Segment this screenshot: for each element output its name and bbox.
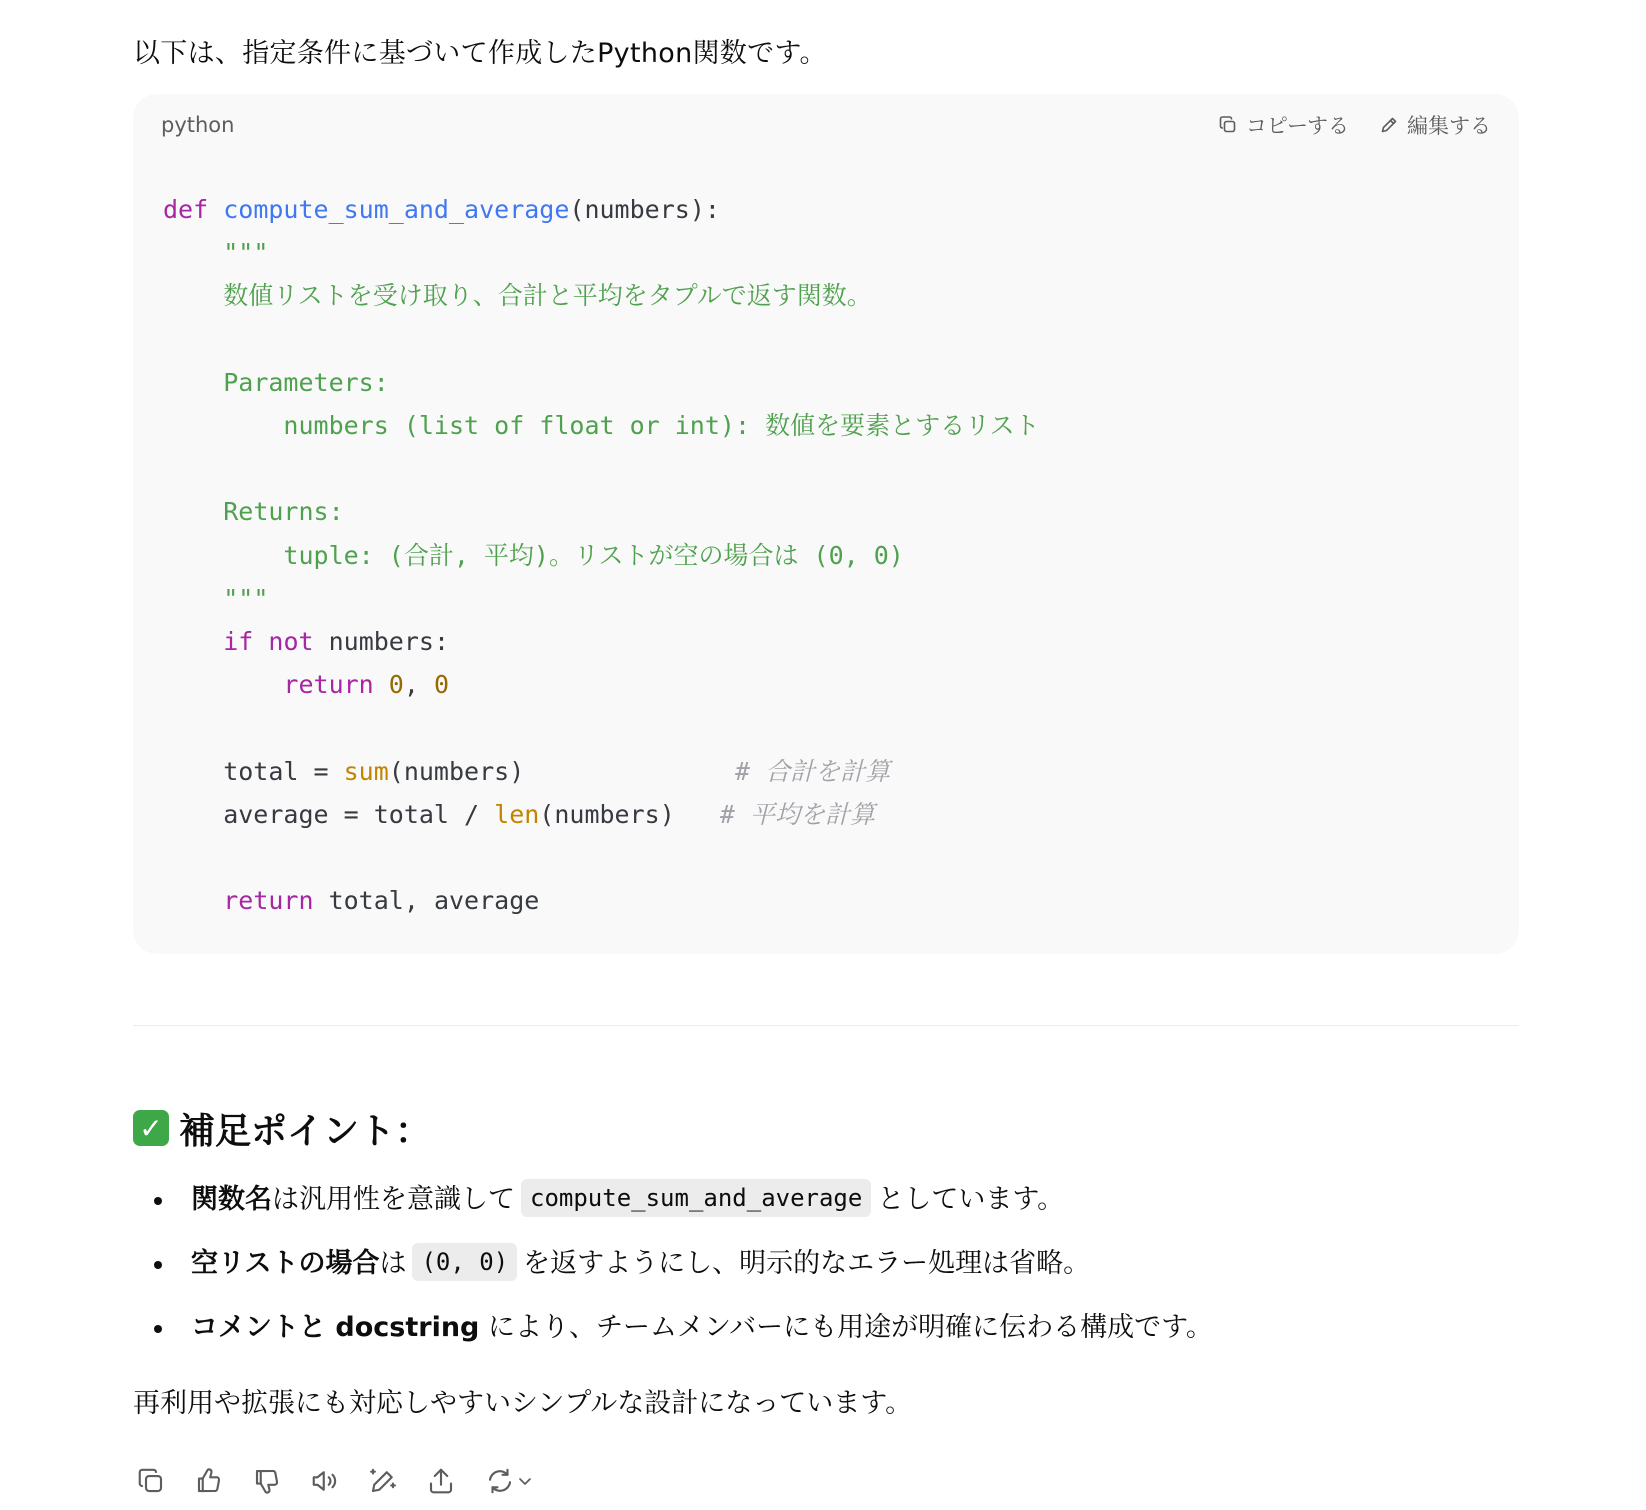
list-item	[133, 1168, 1533, 1232]
code-block	[133, 94, 1519, 954]
intro-text: 以下は、指定条件に基づいて作成したPython関数です。	[133, 38, 827, 69]
point-text: としています。	[877, 1184, 1065, 1215]
copy-button[interactable]	[133, 1463, 169, 1499]
point-text: により、チームメンバーにも用途が明確に伝わる構成です。	[479, 1312, 1213, 1343]
share-icon	[426, 1466, 456, 1496]
list-item	[133, 1296, 1533, 1360]
inline-code: compute_sum_and_average	[521, 1179, 871, 1217]
edit-code-label: 編集する	[1407, 114, 1491, 138]
check-mark-button-icon: ✓	[133, 1110, 169, 1146]
points-list	[133, 1168, 1533, 1360]
message-toolbar	[133, 1463, 539, 1499]
thumbs-down-icon	[252, 1466, 282, 1496]
divider	[133, 1025, 1519, 1026]
good-response-button[interactable]	[191, 1463, 227, 1499]
point-bold: コメントと docstring	[191, 1312, 480, 1343]
chevron-down-icon	[515, 1471, 535, 1491]
read-aloud-button[interactable]	[307, 1463, 343, 1499]
point-text: は	[379, 1248, 407, 1279]
point-bold: 空リストの場合	[191, 1248, 380, 1279]
edit-icon	[368, 1466, 398, 1496]
edit-code-button[interactable]	[1379, 110, 1491, 140]
section-heading	[133, 1100, 431, 1156]
list-item	[133, 1232, 1533, 1296]
share-button[interactable]	[423, 1463, 459, 1499]
outro-text: 再利用や拡張にも対応しやすいシンプルな設計になっています。	[133, 1388, 913, 1419]
code-language-label: python	[161, 113, 235, 137]
regenerate-icon	[485, 1466, 515, 1496]
copy-code-button[interactable]	[1218, 110, 1349, 140]
section-heading-text: 補足ポイント：	[179, 1110, 432, 1152]
regenerate-button[interactable]	[481, 1463, 539, 1499]
thumbs-up-icon	[194, 1466, 224, 1496]
edit-in-canvas-button[interactable]	[365, 1463, 401, 1499]
point-text: を返すようにし、明示的なエラー処理は省略。	[523, 1248, 1091, 1279]
bad-response-button[interactable]	[249, 1463, 285, 1499]
copy-icon	[1218, 115, 1238, 135]
point-bold: 関数名	[191, 1184, 272, 1215]
code-content: def compute_sum_and_average(numbers): """ 数値リストを受け取り、合計と平均をタプルで返す関数。 Parameters: numbers (list of float or int): 数値を要素とするリスト Returns: tuple: (合計, 平均)。リストが空の場合は (0, 0) """ if not numbers: return 0, 0 total = sum(numbers) # 合計を計算 average = total / len(numbers) # 平均を計算 return total, average	[163, 195, 1040, 916]
read-aloud-icon	[310, 1466, 340, 1496]
point-text: は汎用性を意識して	[272, 1184, 515, 1215]
copy-code-label: コピーする	[1245, 114, 1349, 138]
pencil-icon	[1379, 115, 1399, 135]
code-actions	[1218, 110, 1491, 140]
inline-code: (0, 0)	[412, 1243, 517, 1281]
copy-icon	[136, 1466, 166, 1496]
